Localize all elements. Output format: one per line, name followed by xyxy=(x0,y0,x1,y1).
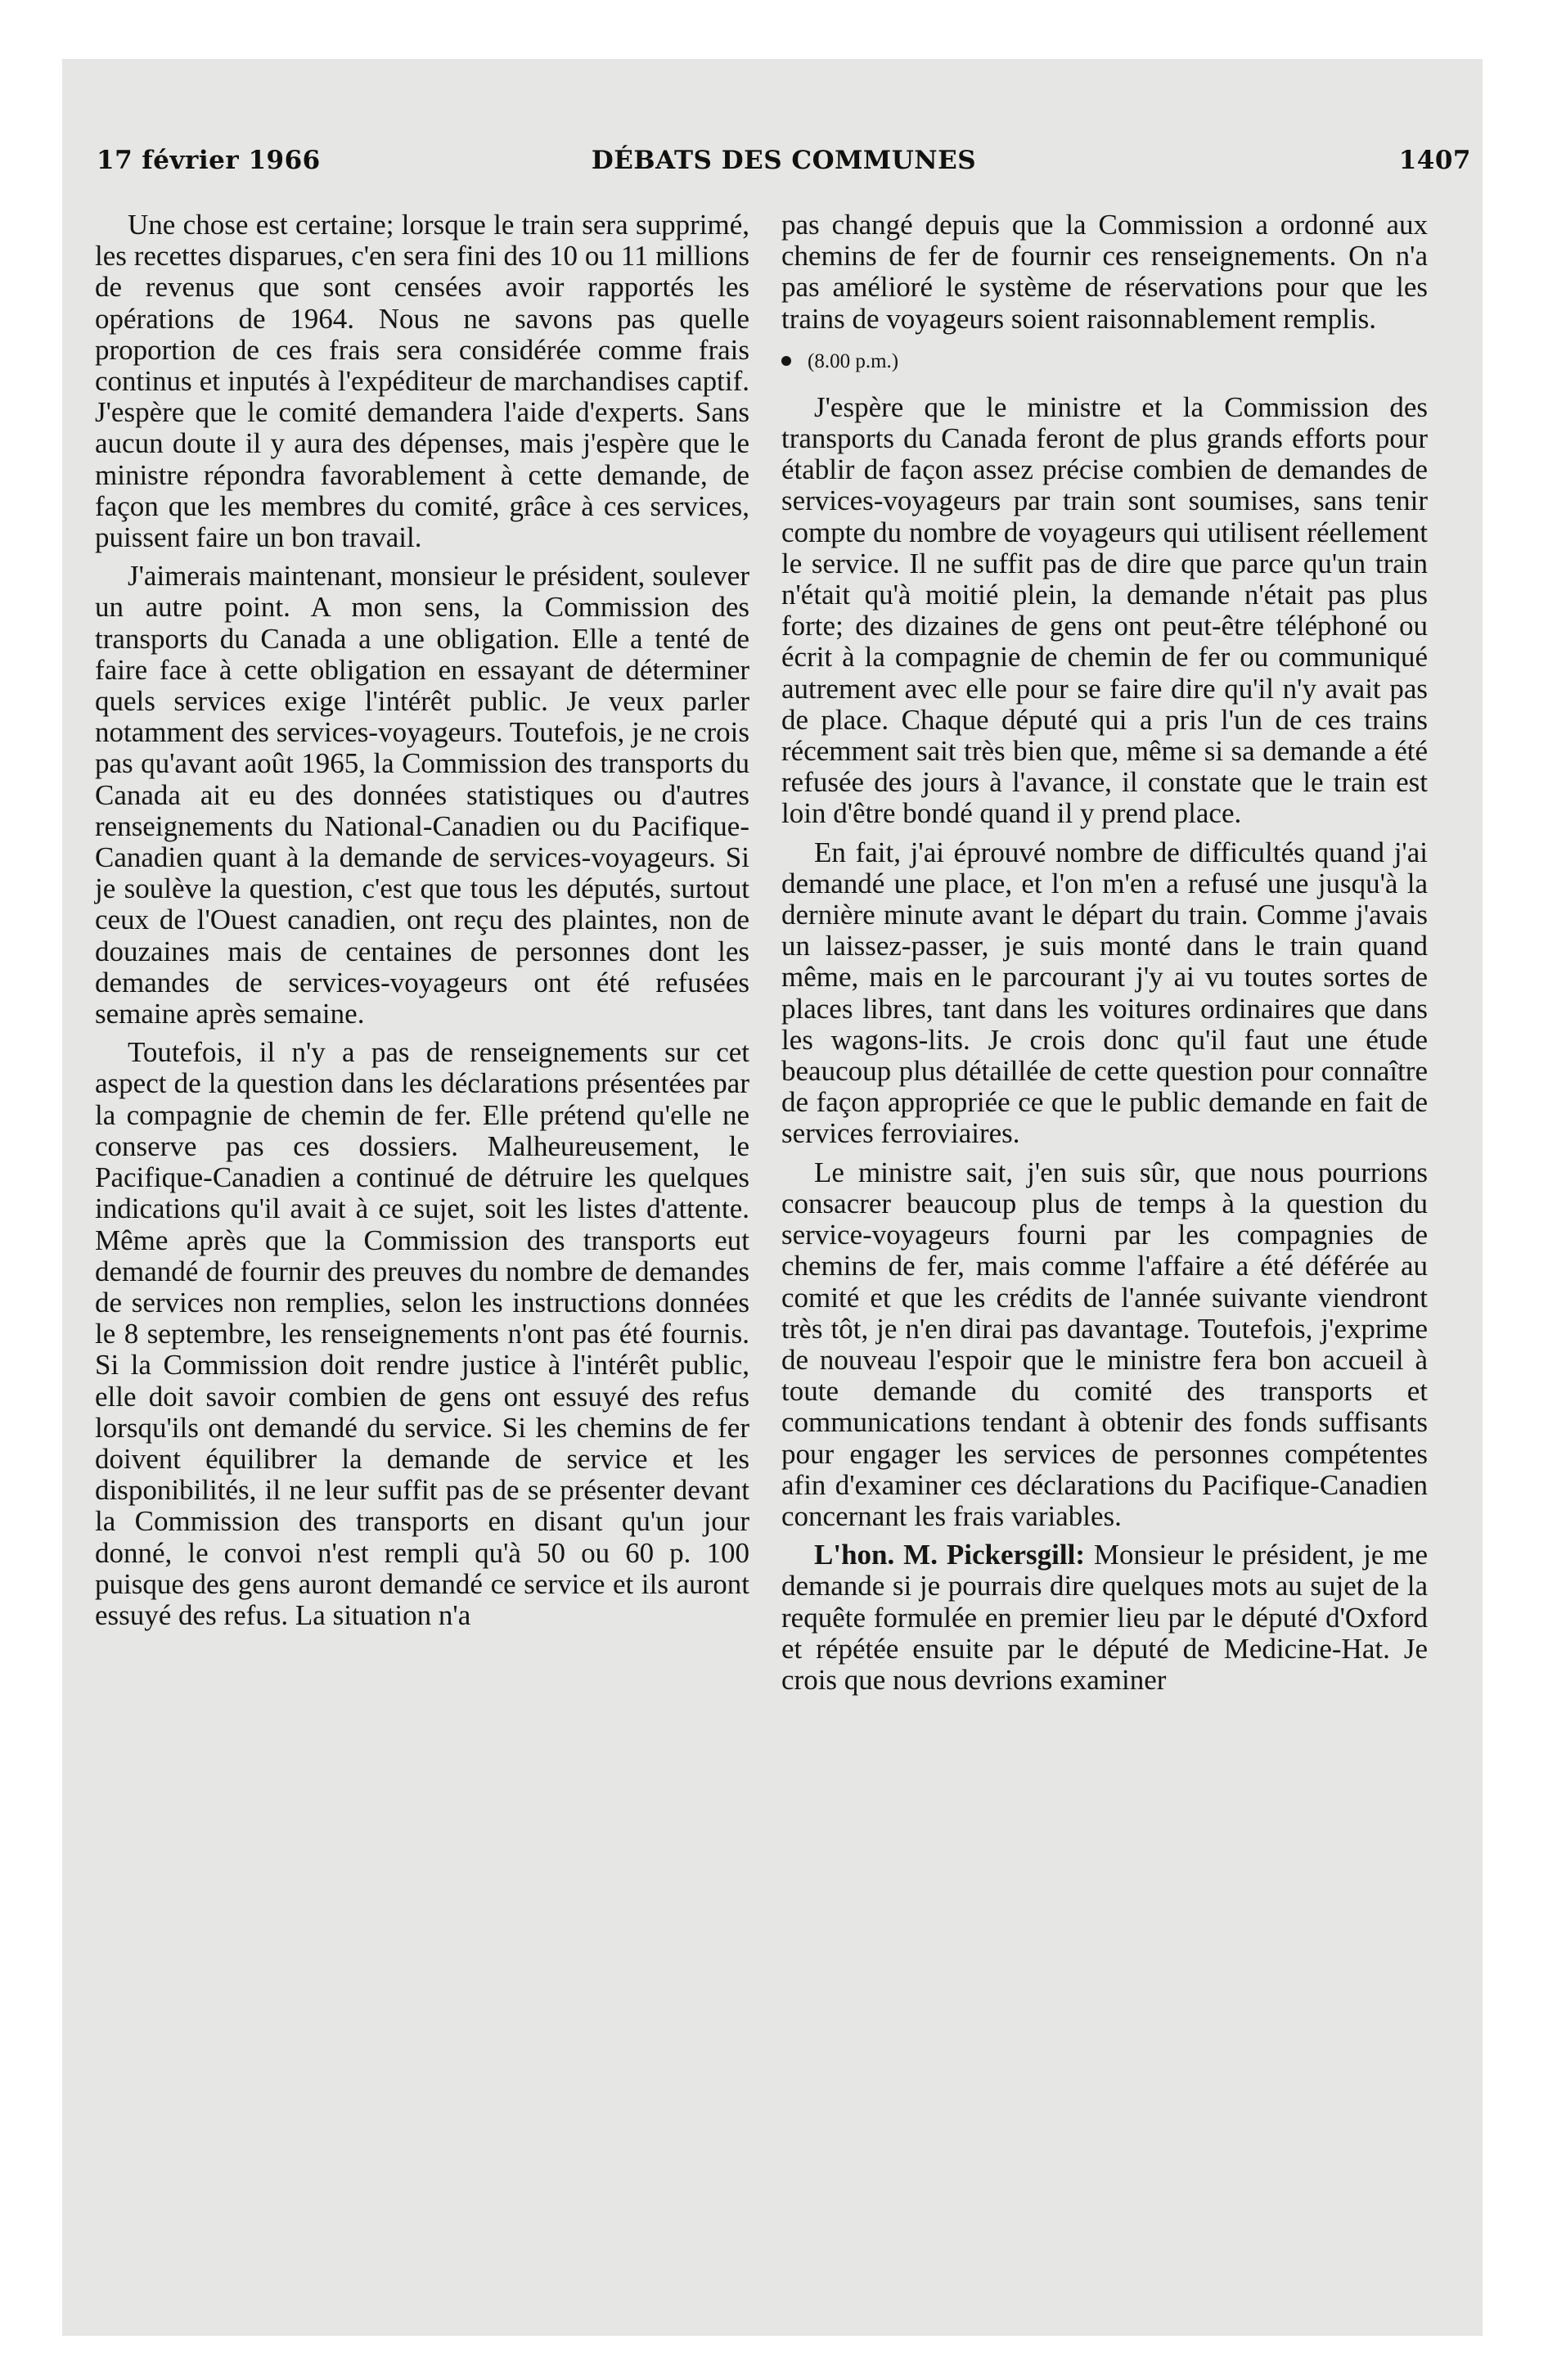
header-title: DÉBATS DES COMMUNES xyxy=(591,146,977,175)
paragraph: En fait, j'ai éprouvé nombre de difficultés quand j'ai demandé une place, et l'on m'en a refusé une jusqu'à la dernière minute avant le départ du train. Comme j'avais un laissez-passer, je suis monté dans le train quand même, mais en le parcourant j'y ai vu toutes sortes de places libres, tant dans les voitures ordinaires que dans les wagons-lits. Je crois donc qu'il faut une étude beaucoup plus détaillée de cette question pour connaître de façon appropriée ce que le public demande en fait de services ferroviaires. xyxy=(781,836,1428,1150)
speaker-name: L'hon. M. Pickersgill: xyxy=(814,1539,1085,1571)
paragraph: pas changé depuis que la Commission a ordonné aux chemins de fer de fournir ces renseignements. On n'a pas amélioré le système de réservations pour que les trains de voyageurs soient raisonnablement remplis. xyxy=(781,209,1428,335)
time-text: (8.00 p.m.) xyxy=(808,349,899,372)
paragraph: Une chose est certaine; lorsque le train sera supprimé, les recettes disparues, c'en sera fini des 10 ou 11 millions de revenus que sont censées avoir rapportés les opérations de 1964. Nous ne savons pas quelle proportion de ces frais sera considérée comme frais continus et inputés à l'expéditeur de marchandises captif. J'espère que le comité demandera l'aide d'experts. Sans aucun doute il y aura des dépenses, mais j'espère que le ministre répondra favorablement à cette demande, de façon que les membres du comité, grâce à ces services, puissent faire un bon travail. xyxy=(95,209,749,554)
page-number: 1407 xyxy=(1398,146,1471,175)
paragraph: J'aimerais maintenant, monsieur le président, soulever un autre point. A mon sens, la Commission des transports du Canada a une obligation. Elle a tenté de faire face à cette obligation en essayant de déterminer quels services exige l'intérêt public. Je veux parler notamment des services-voyageurs. Toutefois, je ne crois pas qu'avant août 1965, la Commission des transports du Canada ait eu des données statistiques ou d'autres renseignements du National-Canadien ou du Pacifique-Canadien quant à la demande de services-voyageurs. Si je soulève la question, c'est que tous les députés, surtout ceux de l'Ouest canadien, ont reçu des plaintes, non de douzaines mais de centaines de personnes dont les demandes de services-voyageurs ont été refusées semaine après semaine. xyxy=(95,560,749,1030)
paragraph: Toutefois, il n'y a pas de renseignements sur cet aspect de la question dans les déclarations présentées par la compagnie de chemin de fer. Elle prétend qu'elle ne conserve pas ces dossiers. Malheureusement, le Pacifique-Canadien a continué de détruire les quelques indications qu'il avait à ce sujet, soit les listes d'attente. Même après que la Commission des transports eut demandé de fournir des preuves du nombre de demandes de services non remplies, selon les instructions données le 8 septembre, les renseignements n'ont pas été fournis. Si la Commission doit rendre justice à l'intérêt public, elle doit savoir combien de gens ont essuyé des refus lorsqu'ils ont demandé du service. Si les chemins de fer doivent équilibrer la demande de service et les disponibilités, il ne leur suffit pas de se présenter devant la Commission des transports en disant qu'un jour donné, le convoi n'est rempli qu'à 50 ou 60 p. 100 puisque des gens auront demandé ce service et ils auront essuyé des refus. La situation n'a xyxy=(95,1036,749,1631)
paragraph: Le ministre sait, j'en suis sûr, que nous pourrions consacrer beaucoup plus de temps à la question du service-voyageurs fourni par les compagnies de chemins de fer, mais comme l'affaire a été déférée au comité et que les crédits de l'année suivante viendront très tôt, je n'en dirai pas davantage. Toutefois, j'exprime de nouveau l'espoir que le ministre fera bon accueil à toute demande du comité des transports et communications tendant à obtenir des fonds suffisants pour engager les services de personnes compétentes afin d'examiner ces déclarations du Pacifique-Canadien concernant les frais variables. xyxy=(781,1156,1428,1532)
bullet-icon xyxy=(781,356,791,366)
speech-text: Monsieur le président, je me demande si je pourrais dire quelques mots au sujet de la requête formulée en premier lieu par le député d'Oxford et répétée ensuite par le député de Medicine-Hat. Je crois que nous devrions examiner xyxy=(781,1539,1429,1696)
header-date: 17 février 1966 xyxy=(97,146,321,175)
speech-paragraph xyxy=(781,1539,1428,1696)
paragraph: J'espère que le ministre et la Commission des transports du Canada feront de plus grands efforts pour établir de façon assez précise combien de demandes de services-voyageurs par train sont soumises, sans tenir compte du nombre de voyageurs qui utilisent réellement le service. Il ne suffit pas de dire que parce qu'un train n'était qu'à moitié plein, la demande n'était pas plus forte; des dizaines de gens ont peut-être téléphoné ou écrit à la compagnie de chemin de fer ou communiqué autrement avec elle pour se faire dire qu'il n'y avait pas de place. Chaque député qui a pris l'un de ces trains récemment sait très bien que, même si sa demande a été refusée des jours à l'avance, il constate que le train est loin d'être bondé quand il y prend place. xyxy=(781,390,1428,830)
time-marker xyxy=(781,349,1428,374)
left-column xyxy=(95,210,749,1639)
page-header xyxy=(97,146,1471,185)
right-column xyxy=(781,210,1428,1703)
